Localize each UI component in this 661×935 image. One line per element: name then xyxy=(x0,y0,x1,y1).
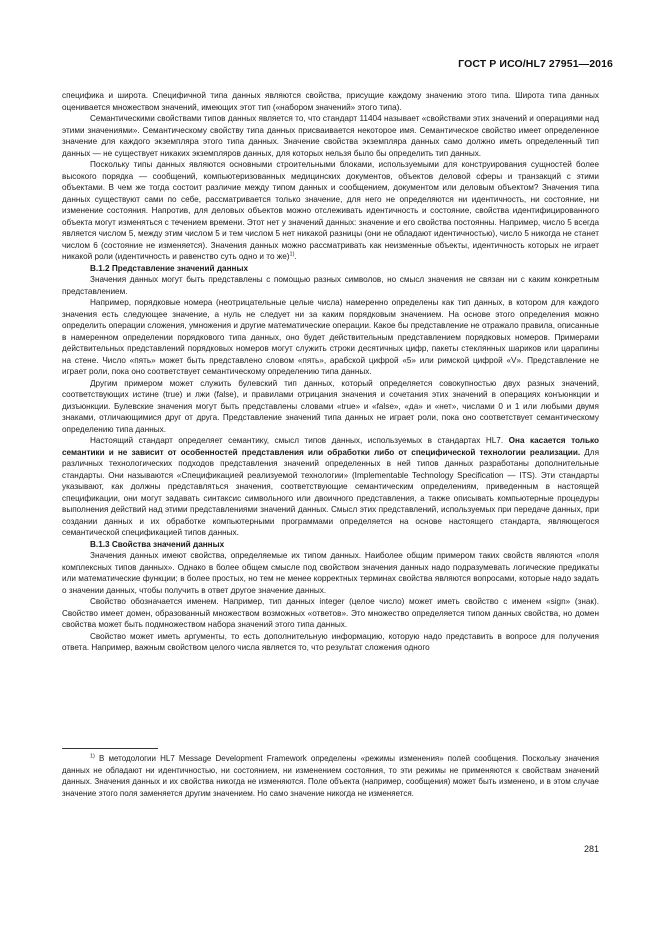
paragraph-text: Для различных технологических подходов представления значений определенных в ней типов данных разработаны дополнительные стандарты. Они называются «Спецификацией реализуемой технологии» (Implementable Technology Specification — ITS). Эти стандарты указывают, как должны представляться значения, соответствующие семантическим определениям, приведенным в настоящей спецификации, они могут задавать синтаксис символьного или двоичного представления, а также описывать компьютерные процедуры выполнения действий над этими представлениями значений данных. Смысл этих представлений, используемых при передаче данных, при создании данных и их обработке компьютерными программами определяется на основе настоящего стандарта, являющегося семантической спецификацией типов данных. xyxy=(62,447,600,537)
paragraph: Семантическими свойствами типов данных является то, что стандарт 11404 называет «свойствами этих значений и операциями над этими значениями». Семантическому свойству типа данных присваивается некоторое имя. Семантическое свойство имеет определенное значение для каждого экземпляра этого типа данных. Значение свойства экземпляра данных само должно иметь определенный тип данных — не существует никаких экземпляров данных, для которых нельзя было бы определить тип данных. xyxy=(62,114,599,158)
paragraph: Другим примером может служить булевский тип данных, который определяется совокупностью двух разных значений, соответствующих истине (true) и лжи (false), и правилами отрицания значения и сочетания этих значений в операциях конъюнкции и дизъюнкции. Булевские значения могут быть представлены словами «true» и «false», «да» и «нет», числами 0 и 1 или любыми двумя знаками, отличающимися друг от друга. Представление значений типа данных не играет роли, пока оно соответствует семантическому определению типа данных. xyxy=(62,378,599,434)
paragraph: Значения данных имеют свойства, определяемые их типом данных. Наиболее общим примером таких свойств являются «поля комплексных типов данных». Однако в более общем смысле под свойством значения данных надо подразумевать логические предикаты или математические функции; в более простых, но тем не менее корректных терминах свойства являются вопросами, которые надо задать о значении данных, чтобы получить в ответ другое значение данных. xyxy=(62,551,599,595)
paragraph: Например, порядковые номера (неотрицательные целые числа) намеренно определены как тип данных, в котором для каждого значения есть следующее значение, а нуль не следует ни за каким порядковым значением. На основе этого определения можно определить операции сложения, умножения и другие математические операции. Какое бы представление не отражало правила, описанные в намеренном определении порядкового типа данных, оно будет действительным представлением порядковых номеров. Примерами действительных представлений порядковых номеров могут служить строки десятичных цифр, пакеты стеклянных шариков или царапины на стене. Число «пять» может быть представлено словом «пять», арабской цифрой «5» или римской цифрой «V». Представление не играет роли, пока оно соответствует семантическому определению типа данных. xyxy=(62,298,599,376)
footnote-divider xyxy=(62,748,158,749)
paragraph-text: Поскольку типы данных являются основными строительными блоками, используемыми для конструирования сущностей более высокого порядка — сообщений, компьютеризованных медицинских документов, объектов деловой сферы и транзакций с этими объектами. В чем же тогда состоит различие между типом данных и сообщением, документом или деловым объектом? Значения типа данных существуют сами по себе, рассматривается только значение, для него не определяются ни идентичность, ни состояние, ни изменение состояния. Напротив, для деловых объектов можно отслеживать идентичность и состояние, свойства идентифицированного объекта могут изменяться с течением времени. Этот нет у значений данных: значение и его свойства постоянны. Например, число 5 всегда является числом 5, между этим числом 5 и тем числом 5 нет никакой разницы (они не обладают идентичностью), число 5 никогда не станет числом 6 (состояние не изменяется). Значения данных можно рассматривать как неизменные объекты, идентичность которых не играет никакой роли (идентичность и равенство суть одно и то же) xyxy=(62,160,599,261)
section-heading-b13: B.1.3 Свойства значений данных xyxy=(90,539,225,549)
paragraph: Поскольку типы данных являются основными строительными блоками, используемыми для конструирования сущностей более высокого порядка — сообщений, компьютеризованных медицинских документов, объектов деловой сферы и транзакций с этими объектами. В чем же тогда состоит различие между типом данных и сообщением, документом или деловым объектом? Значения типа данных существуют сами по себе, рассматривается только значение, для него не определяются ни идентичность, ни состояние, ни изменение состояния. Напротив, для деловых объектов можно отслеживать идентичность и состояние, свойства идентифицированного объекта могут изменяться с течением времени. Этот нет у значений данных: значение и его свойства постоянны. Например, число 5 всегда является числом 5, между этим числом 5 и тем числом 5 нет никакой разницы (они не обладают идентичностью), число 5 никогда не станет числом 6 (состояние не изменяется). Значения данных можно рассматривать как неизменные объекты, идентичность которых не играет никакой роли (идентичность и равенство суть одно и то же)$^{1)}$. xyxy=(62,160,599,261)
footnote-reference: 1) xyxy=(289,251,295,258)
emphasis-text: Она касается только семантики и не зависит от особенностей представления или обработки либо от специфической технологии реализации. xyxy=(62,436,599,457)
page-number: 281 xyxy=(583,844,599,854)
body-text xyxy=(62,90,599,654)
section-heading-b12: B.1.2 Представление значений данных xyxy=(90,263,249,273)
footnote-marker: 1) xyxy=(90,753,95,760)
standard-header: ГОСТ Р ИСО/HL7 27951—2016 xyxy=(458,58,613,70)
paragraph: Свойство обозначается именем. Например, тип данных integer (целое число) может иметь свойство с именем «sign» (знак). Свойство имеет домен, образованный множеством возможных «ответов». Это множество определяется типом данных свойства, но домен свойства может быть подмножеством набора значений этого типа данных. xyxy=(62,597,599,629)
paragraph xyxy=(62,435,599,539)
footnote xyxy=(62,753,599,799)
footnote-text: В методологии HL7 Message Development Framework определены «режимы изменения» полей сообщения. Поскольку значения данных не обладают ни идентичностью, ни состоянием, ни изменением состояния, то эти режимы не применяются к свойствам значений данных. Значения данных и их свойства никогда не изменяются. Поле объекта (например, сообщения) может быть изменено, и в этом случае значение этого поля заменяется другим значением. Но само значение никогда не изменяется. xyxy=(62,754,599,798)
paragraph-text: Настоящий стандарт определяет семантику, смысл типов данных, используемых в стандартах HL7. xyxy=(90,436,509,445)
paragraph: Значения данных могут быть представлены с помощью разных символов, но смысл значения не связан ни с каким конкретным представлением. xyxy=(62,275,599,296)
paragraph: Свойство может иметь аргументы, то есть дополнительную информацию, которую надо представить в вопросе для получения ответа. Например, важным свойством целого числа является то, что результат сложения одного xyxy=(62,631,599,652)
paragraph: специфика и широта. Специфичной типа данных являются свойства, присущие каждому значению этого типа. Широта типа данных оценивается множеством значений, имеющих этот тип («набором значений» этого типа). xyxy=(62,91,599,112)
